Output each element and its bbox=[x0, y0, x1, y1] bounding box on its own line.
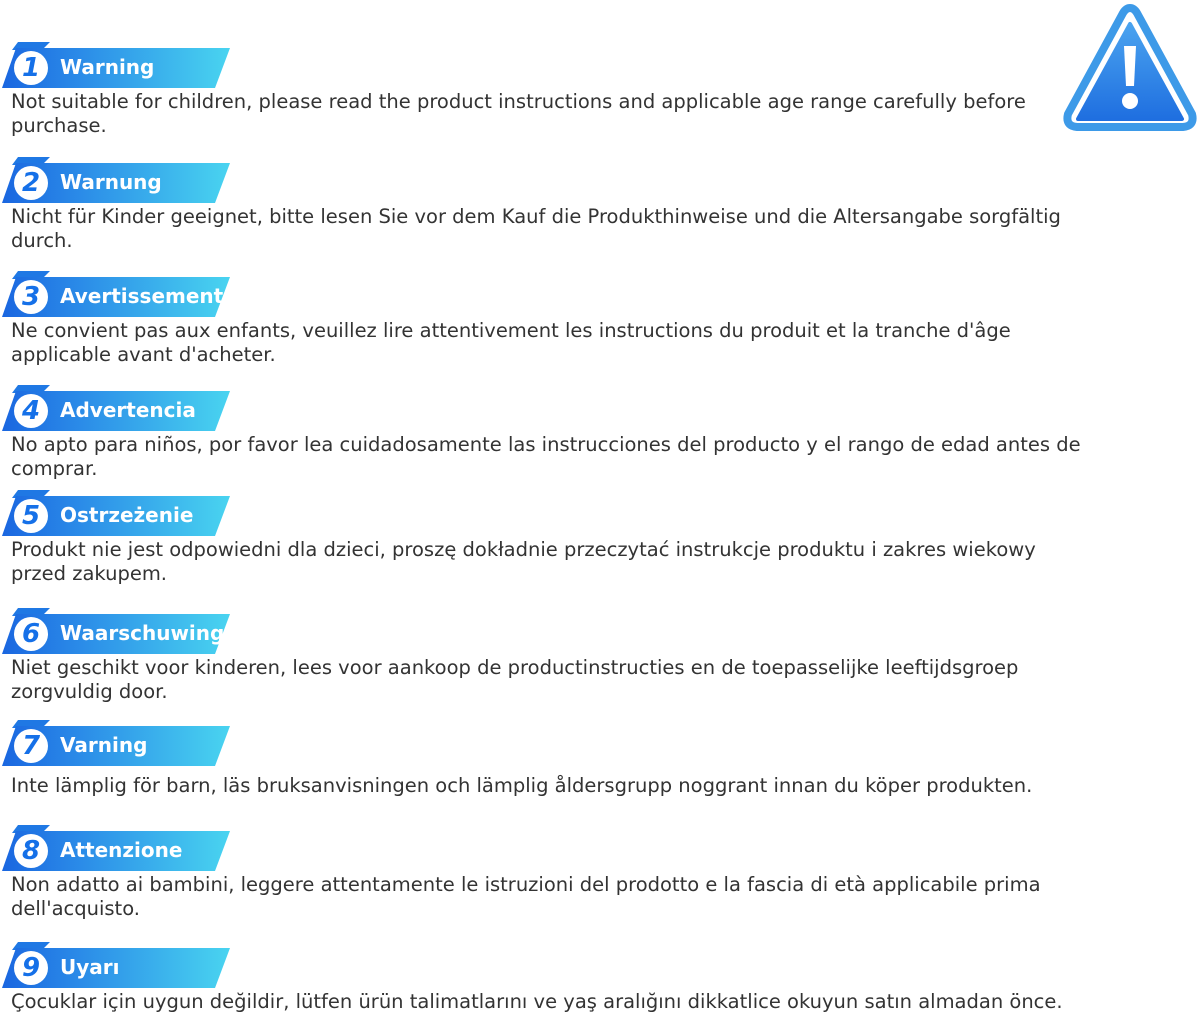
badge-title: Varning bbox=[60, 733, 148, 757]
badge-title: Uyarı bbox=[60, 955, 120, 979]
badge-number: 8 bbox=[21, 836, 41, 866]
warning-badge bbox=[0, 825, 232, 867]
warning-text: Niet geschikt voor kinderen, lees voor aankoop de productinstructies en de toepasselijke leeftijdsgroep zorgvuldig door. bbox=[11, 656, 1019, 703]
warning-section-7 bbox=[0, 720, 1100, 798]
badge-title: Ostrzeżenie bbox=[60, 503, 194, 527]
warning-text: Nicht für Kinder geeignet, bitte lesen Sie vor dem Kauf die Produkthinweise und die Altersangabe sorgfältig durch. bbox=[11, 205, 1061, 252]
warning-badge bbox=[0, 490, 232, 532]
warning-badge bbox=[0, 942, 232, 984]
warning-text: Ne convient pas aux enfants, veuillez lire attentivement les instructions du produit et la tranche d'âge applicable avant d'acheter. bbox=[11, 319, 1011, 366]
badge-title: Attenzione bbox=[60, 838, 183, 862]
badge-number: 1 bbox=[21, 53, 41, 83]
badge-title: Advertencia bbox=[60, 398, 196, 422]
warning-section-2 bbox=[0, 157, 1100, 253]
warning-section-8 bbox=[0, 825, 1100, 921]
badge-number: 2 bbox=[21, 168, 41, 198]
badge-number: 3 bbox=[21, 282, 41, 312]
warning-section-6 bbox=[0, 608, 1100, 704]
warning-section-1 bbox=[0, 42, 1100, 138]
badge-number: 4 bbox=[21, 396, 41, 426]
badge-title: Warnung bbox=[60, 170, 162, 194]
warning-text: Produkt nie jest odpowiedni dla dzieci, proszę dokładnie przeczytać instrukcje produktu i zakres wiekowy przed zakupem. bbox=[11, 538, 1036, 585]
warning-badge bbox=[0, 385, 232, 427]
warning-text: Non adatto ai bambini, leggere attentamente le istruzioni del prodotto e la fascia di età applicabile prima dell'acquisto. bbox=[11, 873, 1041, 920]
badge-title: Avertissement bbox=[60, 284, 224, 308]
badge-number: 6 bbox=[21, 619, 41, 649]
warning-section-4 bbox=[0, 385, 1100, 481]
warning-badge bbox=[0, 608, 232, 650]
warning-text: Inte lämplig för barn, läs bruksanvisningen och lämplig åldersgrupp noggrant innan du köper produkten. bbox=[11, 774, 1033, 797]
warning-text: No apto para niños, por favor lea cuidadosamente las instrucciones del producto y el rango de edad antes de comprar. bbox=[11, 433, 1081, 480]
warning-section-3 bbox=[0, 271, 1100, 367]
warning-text: Çocuklar için uygun değildir, lütfen ürün talimatlarını ve yaş aralığını dikkatlice okuyun satın almadan önce. bbox=[11, 990, 1063, 1013]
warning-badge bbox=[0, 157, 232, 199]
warning-badge bbox=[0, 720, 232, 762]
warning-badge bbox=[0, 42, 232, 84]
badge-title: Waarschuwing bbox=[60, 621, 225, 645]
badge-number: 7 bbox=[21, 731, 41, 761]
badge-number: 9 bbox=[21, 953, 41, 983]
warning-badge bbox=[0, 271, 232, 313]
warning-section-5 bbox=[0, 490, 1100, 586]
badge-number: 5 bbox=[21, 501, 41, 531]
badge-title: Warning bbox=[60, 55, 155, 79]
warning-section-9 bbox=[0, 942, 1100, 1014]
warning-text: Not suitable for children, please read the product instructions and applicable age range carefully before purchase. bbox=[11, 90, 1026, 137]
